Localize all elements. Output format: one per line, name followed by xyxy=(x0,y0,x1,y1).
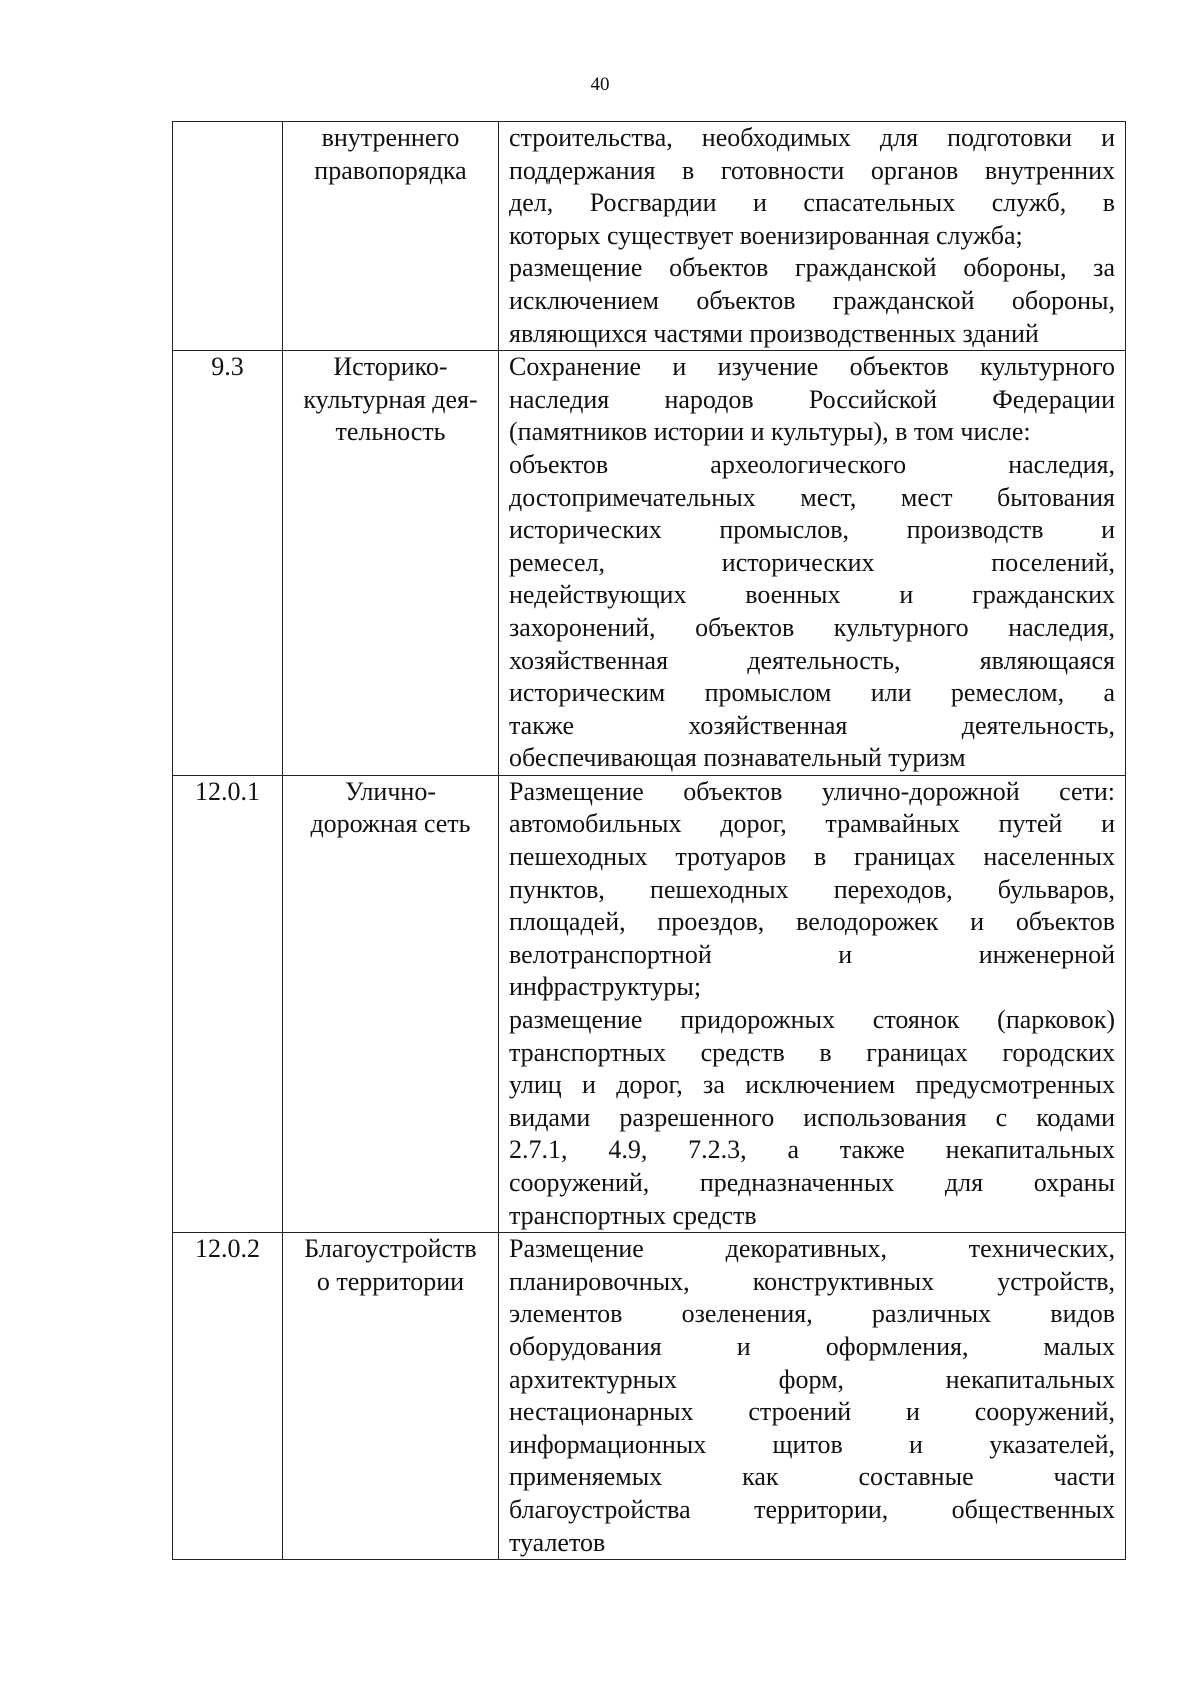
description-line: исторических промыслов, производств и xyxy=(509,515,1115,545)
name-cell xyxy=(283,775,499,1232)
description-line: улиц и дорог, за исключением предусмотренных xyxy=(509,1070,1115,1100)
description-line: инфраструктуры; xyxy=(509,972,702,1002)
description-line: объектов археологического наследия, xyxy=(509,449,1115,479)
description-line: применяемых как составные части xyxy=(509,1462,1115,1492)
description-line: размещение придорожных стоянок (парковок) xyxy=(509,1005,1115,1035)
name-cell xyxy=(283,1233,499,1560)
name-line: дорожная сеть xyxy=(310,809,471,839)
description-line: наследия народов Российской Федерации xyxy=(509,384,1115,414)
description-cell xyxy=(499,775,1126,1232)
description-line: строительства, необходимых для подготовки и xyxy=(509,123,1115,152)
description-line: велотранспортной и инженерной xyxy=(509,939,1115,969)
code-cell xyxy=(173,775,283,1232)
code-cell xyxy=(173,122,283,351)
name-cell xyxy=(283,122,499,351)
description-line: 2.7.1, 4.9, 7.2.3, а также некапитальных xyxy=(509,1135,1115,1165)
table-row xyxy=(173,775,1126,1232)
description-line: оборудования и оформления, малых xyxy=(509,1331,1115,1361)
name-line: Благоустройств xyxy=(304,1234,477,1264)
description-line: ремесел, исторических поселений, xyxy=(509,547,1115,577)
description-line: планировочных, конструктивных устройств, xyxy=(509,1266,1115,1296)
name-line: внутреннего xyxy=(321,123,460,152)
description-line: обеспечивающая познавательный туризм xyxy=(509,743,966,773)
description-line: Размещение объектов улично-дорожной сети: xyxy=(509,776,1115,806)
description-line: видами разрешенного использования с кодами xyxy=(509,1102,1115,1132)
code-text: 9.3 xyxy=(211,352,244,382)
name-line: культурная дея- xyxy=(303,384,478,414)
description-line: также хозяйственная деятельность, xyxy=(509,710,1115,740)
table-row xyxy=(173,351,1126,776)
description-line: поддержания в готовности органов внутренних xyxy=(509,155,1115,185)
description-line: достопримечательных мест, мест бытования xyxy=(509,482,1115,512)
description-cell xyxy=(499,122,1126,351)
page-number: 40 xyxy=(590,74,610,95)
description-line: пешеходных тротуаров в границах населенных xyxy=(509,842,1115,872)
description-line: размещение объектов гражданской обороны, за xyxy=(509,253,1115,283)
name-line: о территории xyxy=(316,1266,465,1296)
description-line: историческим промыслом или ремеслом, а xyxy=(509,678,1115,708)
description-line: автомобильных дорог, трамвайных путей и xyxy=(509,809,1115,839)
code-cell xyxy=(173,351,283,776)
description-cell xyxy=(499,351,1126,776)
description-line: благоустройства территории, общественных xyxy=(509,1494,1115,1524)
description-line: захоронений, объектов культурного наследия, xyxy=(509,612,1115,642)
name-line: тельность xyxy=(335,417,446,447)
land-use-table xyxy=(172,121,1126,1560)
description-line: Сохранение и изучение объектов культурного xyxy=(509,352,1115,382)
description-line: площадей, проездов, велодорожек и объектов xyxy=(509,907,1115,937)
description-line: являющихся частями производственных зданий xyxy=(509,318,1039,348)
code-text: 12.0.2 xyxy=(195,1234,260,1264)
description-line: нестационарных строений и сооружений, xyxy=(509,1397,1115,1427)
description-line: которых существует военизированная служба; xyxy=(509,220,1023,250)
name-cell xyxy=(283,351,499,776)
description-line: информационных щитов и указателей, xyxy=(509,1429,1115,1459)
name-line: Улично- xyxy=(344,776,436,806)
code-cell xyxy=(173,1233,283,1560)
description-line: архитектурных форм, некапитальных xyxy=(509,1364,1115,1394)
description-line: исключением объектов гражданской обороны, xyxy=(509,285,1115,315)
description-line: сооружений, предназначенных для охраны xyxy=(509,1168,1115,1197)
description-line: транспортных средств xyxy=(509,1200,757,1230)
code-text: 12.0.1 xyxy=(195,776,260,806)
description-cell xyxy=(499,1233,1126,1560)
description-line: туалетов xyxy=(509,1527,606,1557)
description-line: дел, Росгвардии и спасательных служб, в xyxy=(509,188,1115,218)
description-line: транспортных средств в границах городских xyxy=(509,1037,1115,1067)
name-line: правопорядка xyxy=(314,155,467,185)
description-line: пунктов, пешеходных переходов, бульваров, xyxy=(509,874,1115,904)
table-row xyxy=(173,122,1126,351)
description-line: элементов озеленения, различных видов xyxy=(509,1299,1115,1329)
table-row xyxy=(173,1233,1126,1560)
description-line: недействующих военных и гражданских xyxy=(509,580,1115,610)
table-body xyxy=(173,122,1126,1560)
description-line: Размещение декоративных, технических, xyxy=(509,1234,1115,1264)
description-line: (памятников истории и культуры), в том числе: xyxy=(509,417,1031,447)
name-line: Историко- xyxy=(333,352,448,382)
description-line: хозяйственная деятельность, являющаяся xyxy=(509,645,1115,675)
